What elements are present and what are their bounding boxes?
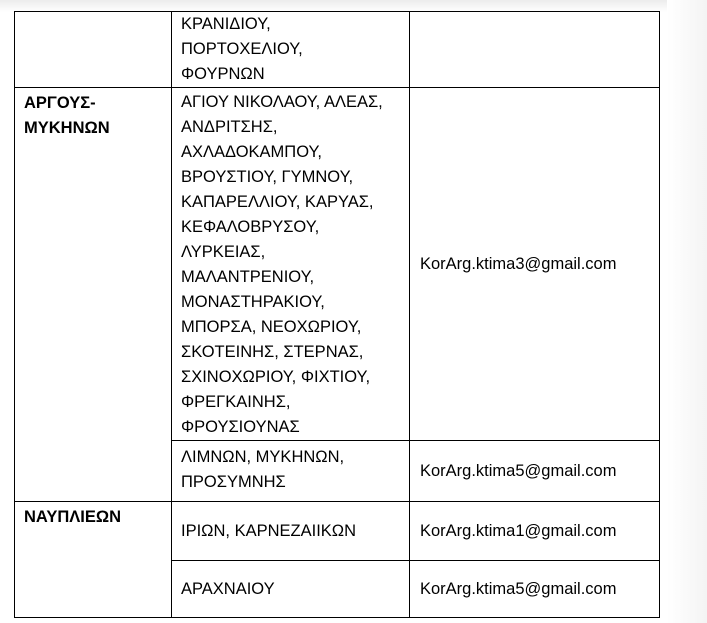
village-line: ΠΟΡΤΟΧΕΛΙΟΥ, bbox=[181, 40, 303, 58]
villages-cell bbox=[172, 502, 410, 561]
email-cell bbox=[410, 502, 660, 561]
villages-cell bbox=[172, 441, 410, 502]
village-line: ΑΡΑΧΝΑΙΟΥ bbox=[181, 579, 275, 598]
village-line: ΚΕΦΑΛΟΒΡΥΣΟΥ, bbox=[181, 218, 320, 236]
village-line: ΛΥΡΚΕΙΑΣ, bbox=[181, 243, 266, 261]
village-line: ΠΡΟΣΥΜΝΗΣ bbox=[181, 473, 286, 491]
villages-cell bbox=[172, 88, 410, 441]
villages-cell bbox=[172, 12, 410, 88]
email-cell bbox=[410, 88, 660, 441]
municipality-cell bbox=[15, 502, 172, 618]
village-line: ΑΧΛΑΔΟΚΑΜΠΟΥ, bbox=[181, 143, 322, 161]
village-line: ΑΓΙΟΥ ΝΙΚΟΛΑΟΥ, ΑΛΕΑΣ, bbox=[181, 93, 383, 111]
municipality-name: ΑΡΓΟΥΣ- bbox=[24, 94, 96, 112]
email-cell bbox=[410, 12, 660, 88]
village-line: ΛΙΜΝΩΝ, ΜΥΚΗΝΩΝ, bbox=[181, 448, 345, 466]
municipality-name: ΜΥΚΗΝΩΝ bbox=[24, 119, 110, 137]
villages-cell bbox=[172, 561, 410, 618]
village-line: ΦΟΥΡΝΩΝ bbox=[181, 65, 265, 83]
table-row bbox=[15, 12, 660, 88]
village-line: ΣΧΙΝΟΧΩΡΙΟΥ, ΦΙΧΤΙΟΥ, bbox=[181, 368, 371, 386]
village-line: ΙΡΙΩΝ, ΚΑΡΝΕΖΑΙΙΚΩΝ bbox=[181, 521, 357, 540]
village-line: ΦΡΕΓΚΑΙΝΗΣ, bbox=[181, 393, 291, 411]
email-cell bbox=[410, 561, 660, 618]
village-line: ΚΑΠΑΡΕΛΛΙΟΥ, ΚΑΡΥΑΣ, bbox=[181, 193, 374, 211]
village-line: ΜΟΝΑΣΤΗΡΑΚΙΟΥ, bbox=[181, 293, 325, 311]
municipality-cell bbox=[15, 12, 172, 88]
village-line: ΒΡΟΥΣΤΙΟΥ, ΓΥΜΝΟΥ, bbox=[181, 168, 354, 186]
email-address: KorArg.ktima3@gmail.com bbox=[420, 254, 617, 273]
table-row bbox=[15, 502, 660, 561]
village-line: ΑΝΔΡΙΤΣΗΣ, bbox=[181, 118, 278, 136]
email-address: KorArg.ktima5@gmail.com bbox=[420, 579, 617, 598]
village-line: ΣΚΟΤΕΙΝΗΣ, ΣΤΕΡΝΑΣ, bbox=[181, 343, 364, 361]
offices-table bbox=[14, 11, 660, 618]
table-row bbox=[15, 88, 660, 441]
window-right-shadow bbox=[667, 0, 707, 623]
email-address: KorArg.ktima1@gmail.com bbox=[420, 521, 617, 540]
village-line: ΚΡΑΝΙΔΙΟΥ, bbox=[181, 15, 271, 33]
email-cell bbox=[410, 441, 660, 502]
village-line: ΜΠΟΡΣΑ, ΝΕΟΧΩΡΙΟΥ, bbox=[181, 318, 362, 336]
municipality-name: ΝΑΥΠΛΙΕΩΝ bbox=[24, 508, 121, 526]
email-address: KorArg.ktima5@gmail.com bbox=[420, 461, 617, 480]
village-line: ΦΡΟΥΣΙΟΥΝΑΣ bbox=[181, 418, 300, 436]
village-line: ΜΑΛΑΝΤΡΕΝΙΟΥ, bbox=[181, 268, 315, 286]
municipality-cell bbox=[15, 88, 172, 502]
